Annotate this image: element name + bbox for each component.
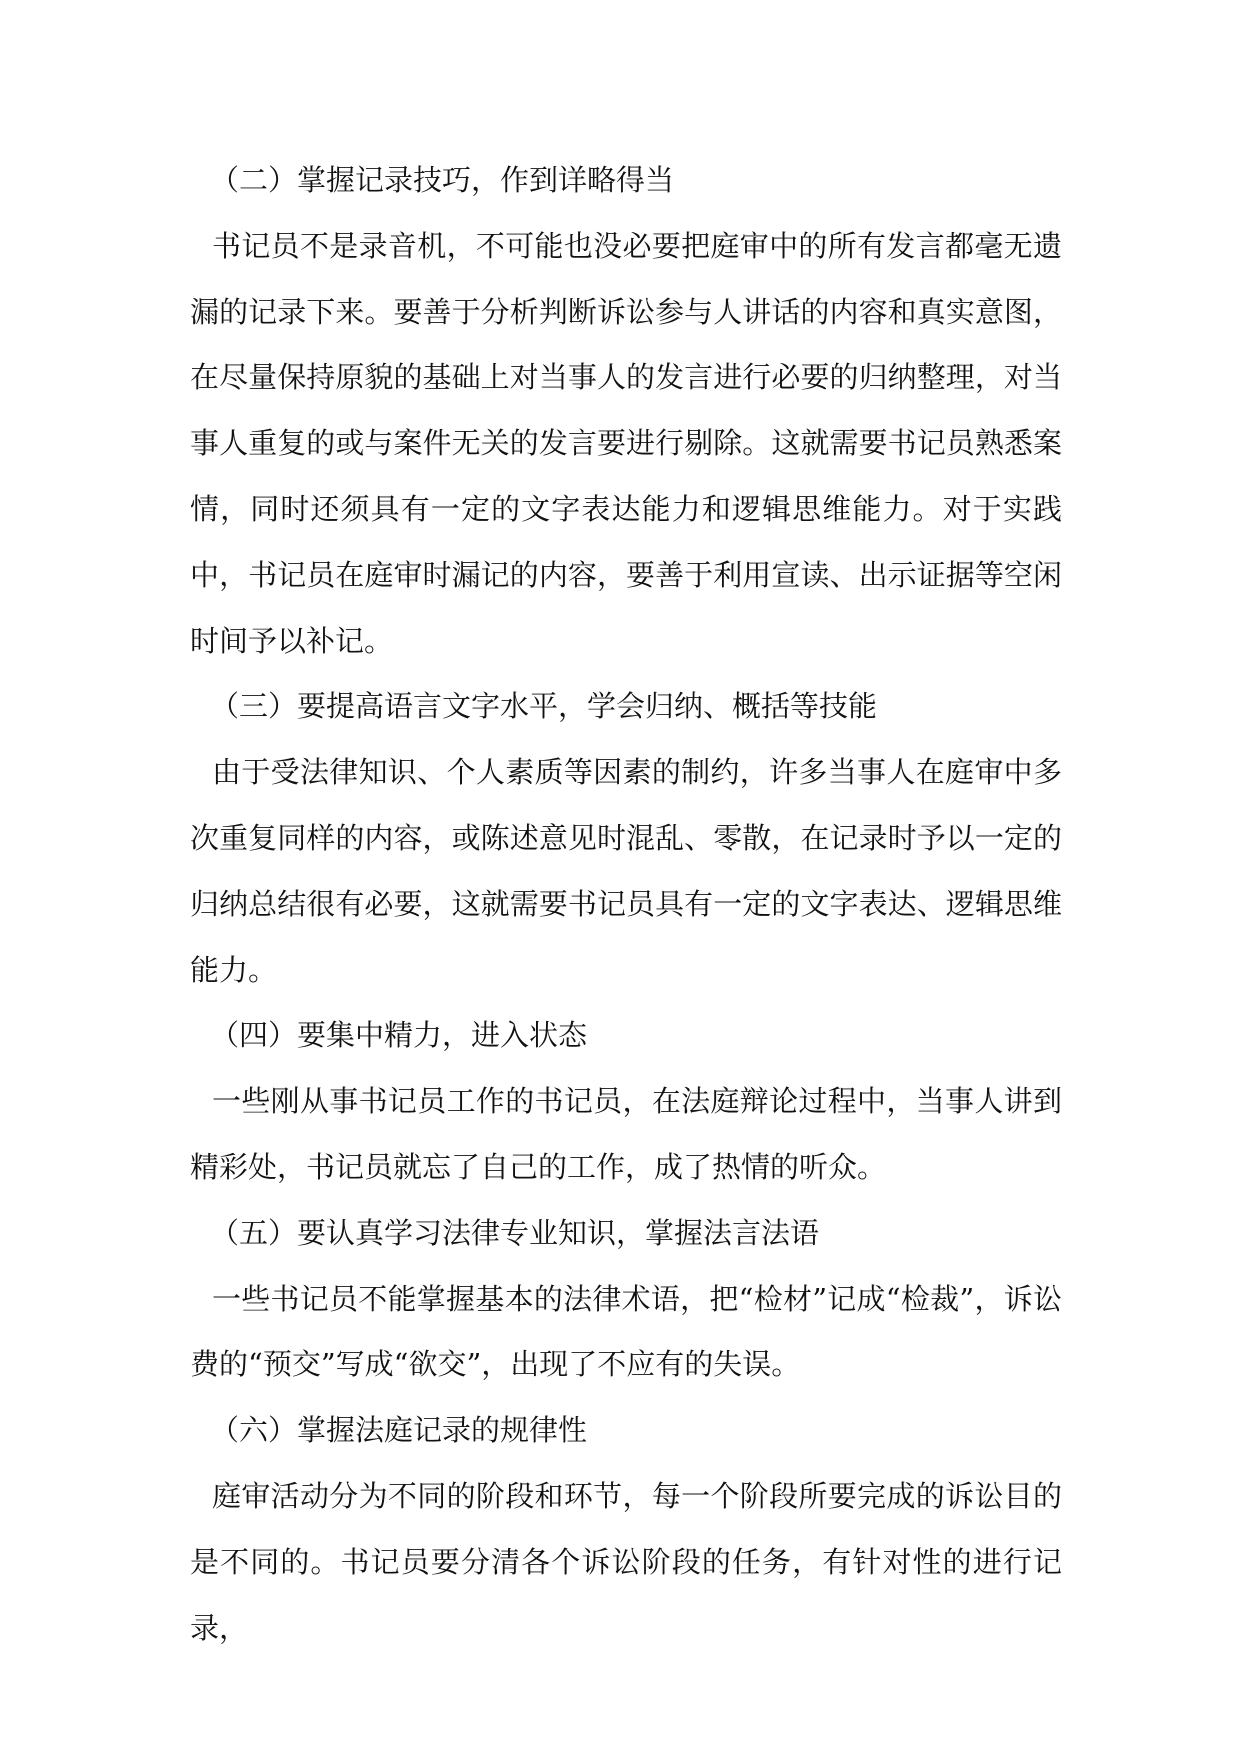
section-heading-2: （二）掌握记录技巧，作到详略得当	[210, 163, 675, 197]
section-heading-5: （五）要认真学习法律专业知识，掌握法言法语	[210, 1215, 820, 1250]
section-paragraph-4: 一些刚从事书记员工作的书记员，在法庭辩论过程中，当事人讲到精彩处，书记员就忘了自己的工作，成了热情的听众。	[190, 1084, 1062, 1184]
section-paragraph-6: 庭审活动分为不同的阶段和环节，每一个阶段所要完成的诉讼目的是不同的。书记员要分清各个诉讼阶段的任务，有针对性的进行记录，	[190, 1478, 1062, 1645]
section-paragraph-5: 一些书记员不能掌握基本的法律术语，把“检材”记成“检裁”，诉讼费的“预交”写成“欲交”，出现了不应有的失误。	[190, 1281, 1062, 1382]
section-paragraph-2: 书记员不是录音机，不可能也没必要把庭审中的所有发言都毫无遗漏的记录下来。要善于分析判断诉讼参与人讲话的内容和真实意图，在尽量保持原貌的基础上对当事人的发言进行必要的归纳整理，对当事人重复的或与案件无关的发言要进行剔除。这就需要书记员熟悉案情，同时还须具有一定的文字表达能力和逻辑思维能力。对于实践中，书记员在庭审时漏记的内容，要善于利用宣读、出示证据等空闲时间予以补记。	[190, 228, 1062, 658]
section-heading-4: （四）要集中精力，进入状态	[210, 1018, 588, 1053]
section-heading-3: （三）要提高语言文字水平，学会归纳、概括等技能	[210, 689, 878, 724]
section-heading-6: （六）掌握法庭记录的规律性	[210, 1413, 588, 1448]
section-paragraph-3: 由于受法律知识、个人素质等因素的制约，许多当事人在庭审中多次重复同样的内容，或陈述意见时混乱、零散，在记录时予以一定的归纳总结很有必要，这就需要书记员具有一定的文字表达、逻辑思维能力。	[190, 755, 1062, 987]
document-body	[190, 148, 1062, 1661]
